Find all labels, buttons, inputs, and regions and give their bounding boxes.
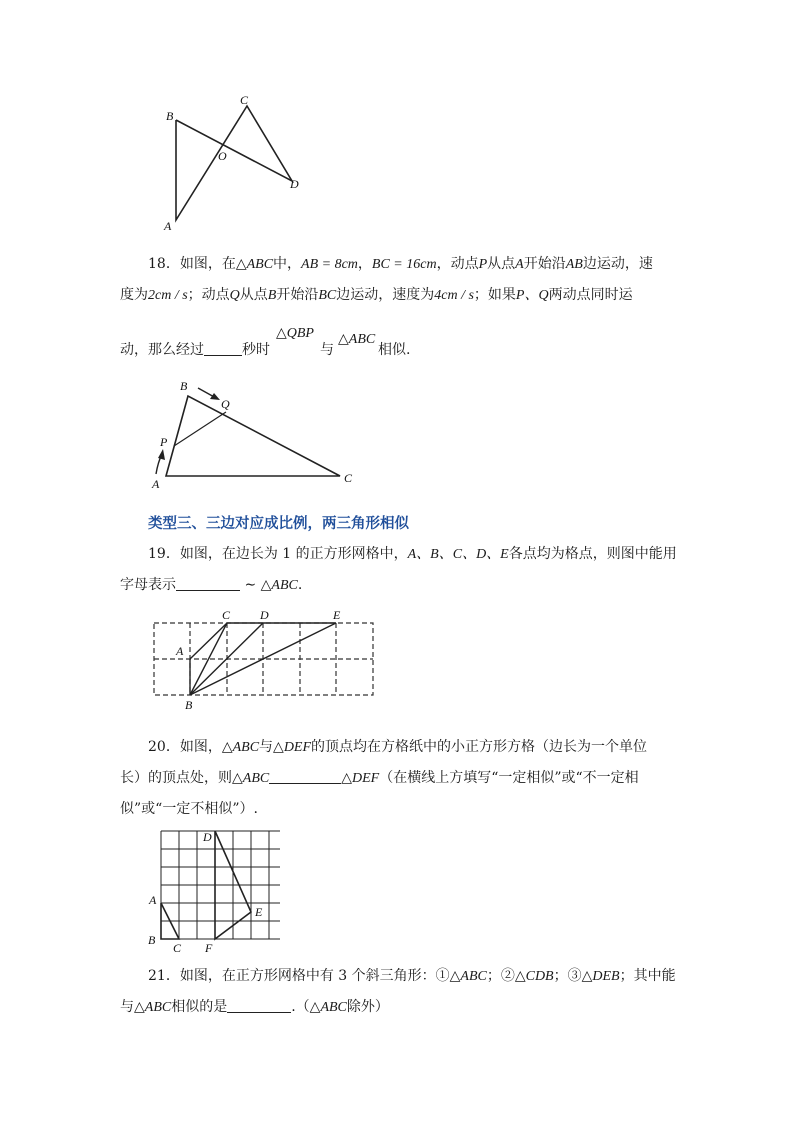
fig20-label-b: B [148,933,156,947]
q18-t1: ，动点 [436,256,479,272]
fig20-label-d: D [203,830,212,844]
q18-qbp: △QBP [276,326,314,341]
q18-line3-tail [320,340,334,360]
q19-l1: 19．如图，在边长为 1 的正方形网格中， [148,546,408,562]
q18-line3 [120,340,270,360]
q18-l2e: 边运动，速度为 [336,287,435,303]
q20-abc: △ABC [221,740,260,755]
q18-l2g: 两动点同时运 [548,287,633,303]
q19-line2 [120,575,302,596]
q21-answer-blank[interactable] [227,998,291,1013]
q18-line1 [148,254,653,275]
q18-t3: 开始沿 [523,256,566,272]
fig20-grid [161,831,280,939]
q21-cdb: △CDB [514,969,554,984]
q19-answer-blank[interactable] [176,576,240,591]
q18-bc: BC = 16cm [371,257,437,272]
fig17-label-b: B [166,109,174,123]
q21-line1 [148,966,676,987]
q18-line2 [120,285,633,306]
q18-t2: 从点 [487,256,516,272]
fig19-label-e: E [333,608,341,622]
q18-l3c: 与 [320,342,334,358]
q21-l1a: 21．如图，在正方形网格中有 3 个斜三角形：① [148,968,450,984]
q21-sep1: ；② [486,968,515,984]
q21-deb: △DEB [581,969,620,984]
fig20-label-f: F [205,941,213,954]
q21-line2 [120,997,389,1018]
fig20-label-c: C [173,941,182,954]
q20-line1 [148,737,647,758]
q20-l2b: （在横线上方填写“一定相似”或“不一定相 [379,770,639,786]
fig19-label-b: B [185,698,193,712]
fig18-label-a: A [152,477,160,491]
fig18-label-b: B [180,379,188,393]
fig17-label-o: O [218,149,227,163]
q21-abc: △ABC [449,969,487,984]
q18-tri-abc: △ABC [235,257,274,272]
q18-ab: AB = 8cm [301,257,358,272]
q18-pq: P、Q [515,288,549,303]
fig19-label-d: D [260,608,269,622]
q20-l1b: 与 [259,739,274,755]
q18-a: A [515,257,524,272]
q18-t4: 边运动，速 [582,256,653,272]
q18-comma: ， [357,256,372,272]
q19-line1 [148,544,677,565]
q21-l2d: 除外） [346,999,389,1015]
q20-abc2: △ABC [232,771,270,786]
fig18-arrow-ap-head [158,449,165,460]
q18-speed1: 2cm / s [148,288,188,303]
q21-abc3: △ABC [309,1000,347,1015]
fig19-label-a: A [176,644,184,658]
fig20-label-e: E [255,905,263,919]
fig19-label-c: C [222,608,231,622]
q21-l1b: ；其中能 [619,968,676,984]
q19-sim: ∼ [244,577,257,593]
q19-abc: △ABC [260,578,298,593]
q20-l1a: 20．如图， [148,739,222,755]
q18-abc: △ABC [338,332,376,347]
q18-l3a: 动，那么经过 [120,342,204,358]
q21-l2b: 相似的是 [171,999,228,1015]
figure-q18 [148,376,368,496]
fig17-label-a: A [164,219,172,233]
figure-q19 [148,605,383,715]
q18-l2d: 开始沿 [276,287,319,303]
q20-answer-blank[interactable] [269,769,341,784]
q19-l2a: 字母表示 [120,577,176,593]
q19-pts: A、B、C、D、E [407,547,509,562]
q20-line2 [120,768,639,789]
q20-l1c: 的顶点均在方格纸中的小正方形方格（边长为一个单位 [311,739,648,755]
fig18-label-c: C [344,471,353,485]
q20-line3: 似”或“一定不相似”）. [120,801,258,817]
q19-l1b: 各点均为格点，则图中能用 [508,546,677,562]
figure-q20 [145,828,280,954]
q21-sep2: ；③ [553,968,582,984]
fig18-triangle [166,396,340,476]
q18-p: P [478,257,488,272]
q18-b: B [267,288,277,303]
q18-q: Q [229,288,240,303]
q19-dot: . [297,577,303,593]
q18-speed2: 4cm / s [434,288,474,303]
q20-def: △DEF [273,740,312,755]
q18-l2c: 从点 [239,287,268,303]
fig20-label-a: A [149,893,157,907]
q18-in: 中， [273,256,302,272]
fig18-label-p: P [160,435,168,449]
q20-l2a: 长）的顶点处，则 [120,770,232,786]
q18-bc2: BC [318,288,337,303]
q18-answer-blank[interactable] [204,341,242,356]
fig18-label-q: Q [221,397,230,411]
q18-ab2: AB [565,257,583,272]
q18-l3b: 秒时 [242,342,270,358]
fig17-label-c: C [240,93,249,107]
q21-l2a: 与 [120,999,134,1015]
q18-number: 18．如图，在 [148,256,236,272]
q18-l2f: ；如果 [473,287,516,303]
q18-l2a: 度为 [120,287,148,303]
q18-line3-end: 相似. [378,342,411,358]
q21-abc2: △ABC [134,1000,172,1015]
fig18-arrow-bq-head [210,393,220,400]
figure-q17 [150,88,320,238]
fig17-lines [176,106,292,220]
q20-def2: △DEF [341,771,380,786]
section-title: 类型三、三边对应成比例，两三角形相似 [148,516,409,532]
fig17-label-d: D [290,177,299,191]
q21-l2c: .（ [291,999,310,1015]
q18-l2b: ；动点 [187,287,230,303]
